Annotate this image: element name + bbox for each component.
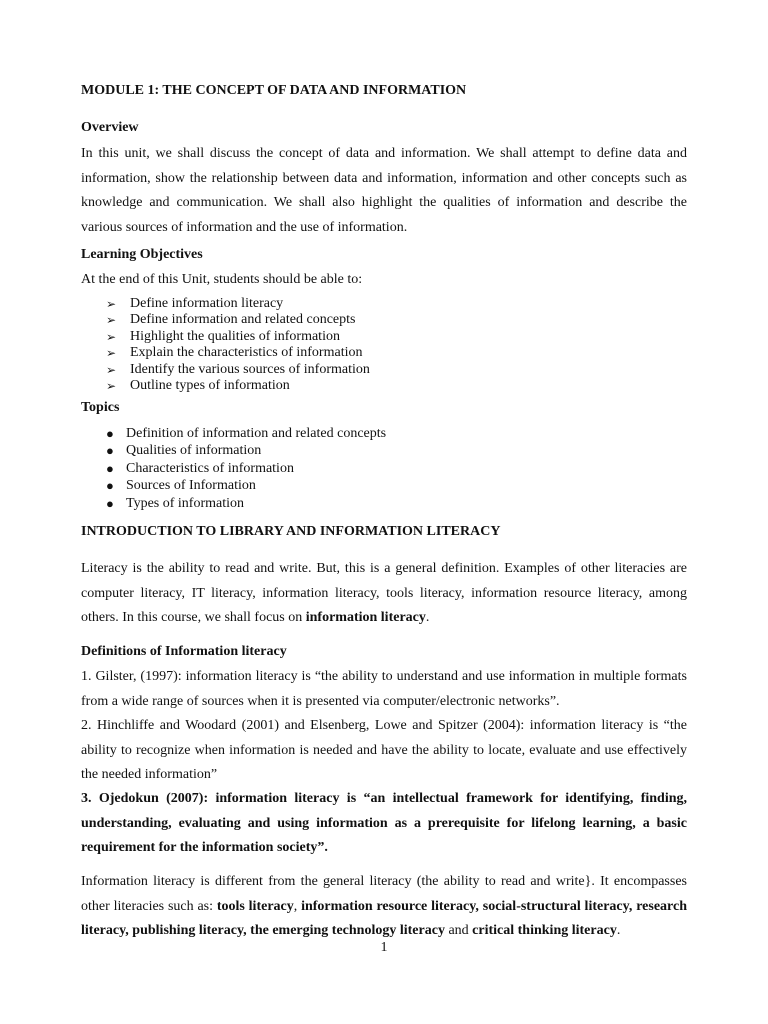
bullet-dot-icon: ● bbox=[106, 443, 114, 459]
objective-item: ➢ Identify the various sources of information bbox=[106, 361, 370, 377]
overview-paragraph: In this unit, we shall discuss the concept of data and information. We shall attempt to define data and information, show the relationship between data and information, information and other concepts such as knowledge and communication. We shall also highlight the qualities of information and describe the various sources of information and the use of information. bbox=[81, 146, 687, 235]
topic-item: ● Sources of Information bbox=[106, 478, 256, 494]
closing-paragraph: Information literacy is different from the general literacy (the ability to read and write}. It encompasses other literacies such as: tools literacy, information resource literacy, social-structural literacy, research literacy, publishing literacy, the emerging technology literacy and critical thinking literacy. bbox=[81, 874, 687, 939]
topic-item: ● Types of information bbox=[106, 495, 244, 511]
objectives-heading: Learning Objectives bbox=[81, 247, 203, 262]
topic-item: ● Definition of information and related concepts bbox=[106, 426, 387, 441]
objectives-list bbox=[106, 296, 526, 394]
objective-item: ➢ Define information literacy bbox=[106, 296, 284, 311]
definition-ojedokun: 3. Ojedokun (2007): information literacy is “an intellectual framework for identifying, finding, understanding, evaluating and using information as a prerequisite for lifelong learning, a basic requirement for the information society”. bbox=[81, 791, 687, 856]
arrow-bullet-icon: ➢ bbox=[106, 346, 117, 361]
topics-heading: Topics bbox=[81, 400, 120, 415]
arrow-bullet-icon: ➢ bbox=[106, 297, 117, 311]
literacies-emphasis: information resource literacy, social-structural literacy, research literacy, publishing literacy, the emerging technology literacy bbox=[81, 898, 687, 939]
arrow-bullet-icon: ➢ bbox=[106, 313, 117, 328]
bullet-dot-icon: ● bbox=[106, 495, 114, 511]
objective-item: ➢ Define information and related concepts bbox=[106, 312, 356, 328]
topics-list bbox=[106, 425, 526, 512]
critical-thinking-emphasis: critical thinking literacy bbox=[472, 923, 617, 939]
definitions-heading: Definitions of Information literacy bbox=[81, 644, 287, 659]
bullet-dot-icon: ● bbox=[106, 426, 114, 441]
overview-heading: Overview bbox=[81, 120, 139, 135]
introduction-heading: INTRODUCTION TO LIBRARY AND INFORMATION LITERACY bbox=[81, 524, 501, 539]
arrow-bullet-icon: ➢ bbox=[106, 329, 117, 344]
topic-item: ● Characteristics of information bbox=[106, 460, 294, 476]
tools-literacy-emphasis: tools literacy bbox=[216, 898, 294, 914]
arrow-bullet-icon: ➢ bbox=[106, 379, 117, 394]
objective-item: ➢ Highlight the qualities of information bbox=[106, 328, 340, 344]
bullet-dot-icon: ● bbox=[106, 478, 114, 494]
module-title: MODULE 1: THE CONCEPT OF DATA AND INFORMATION bbox=[81, 83, 467, 98]
bullet-dot-icon: ● bbox=[106, 460, 114, 476]
arrow-bullet-icon: ➢ bbox=[106, 362, 117, 377]
definition-hinchliffe: 2. Hinchliffe and Woodard (2001) and Elsenberg, Lowe and Spitzer (2004): information literacy is “the ability to recognize when information is needed and have the ability to locate, evaluate and use effectively the needed information” bbox=[81, 718, 687, 783]
topic-item: ● Qualities of information bbox=[106, 443, 262, 459]
page-number: 1 bbox=[380, 940, 388, 955]
objective-item: ➢ Explain the characteristics of information bbox=[106, 345, 363, 361]
literacy-paragraph: Literacy is the ability to read and write. But, this is a general definition. Examples of other literacies are computer literacy, IT literacy, information literacy, tools literacy, information resource literacy, among others. In this course, we shall focus on information literacy. bbox=[81, 561, 687, 626]
objective-item: ➢ Outline types of information bbox=[106, 378, 290, 394]
definition-gilster: 1. Gilster, (1997): information literacy is “the ability to understand and use information in multiple formats from a wide range of sources when it is presented via computer/electronic networks”. bbox=[81, 669, 687, 709]
information-literacy-emphasis: information literacy bbox=[305, 610, 426, 626]
objectives-intro: At the end of this Unit, students should be able to: bbox=[81, 272, 363, 287]
